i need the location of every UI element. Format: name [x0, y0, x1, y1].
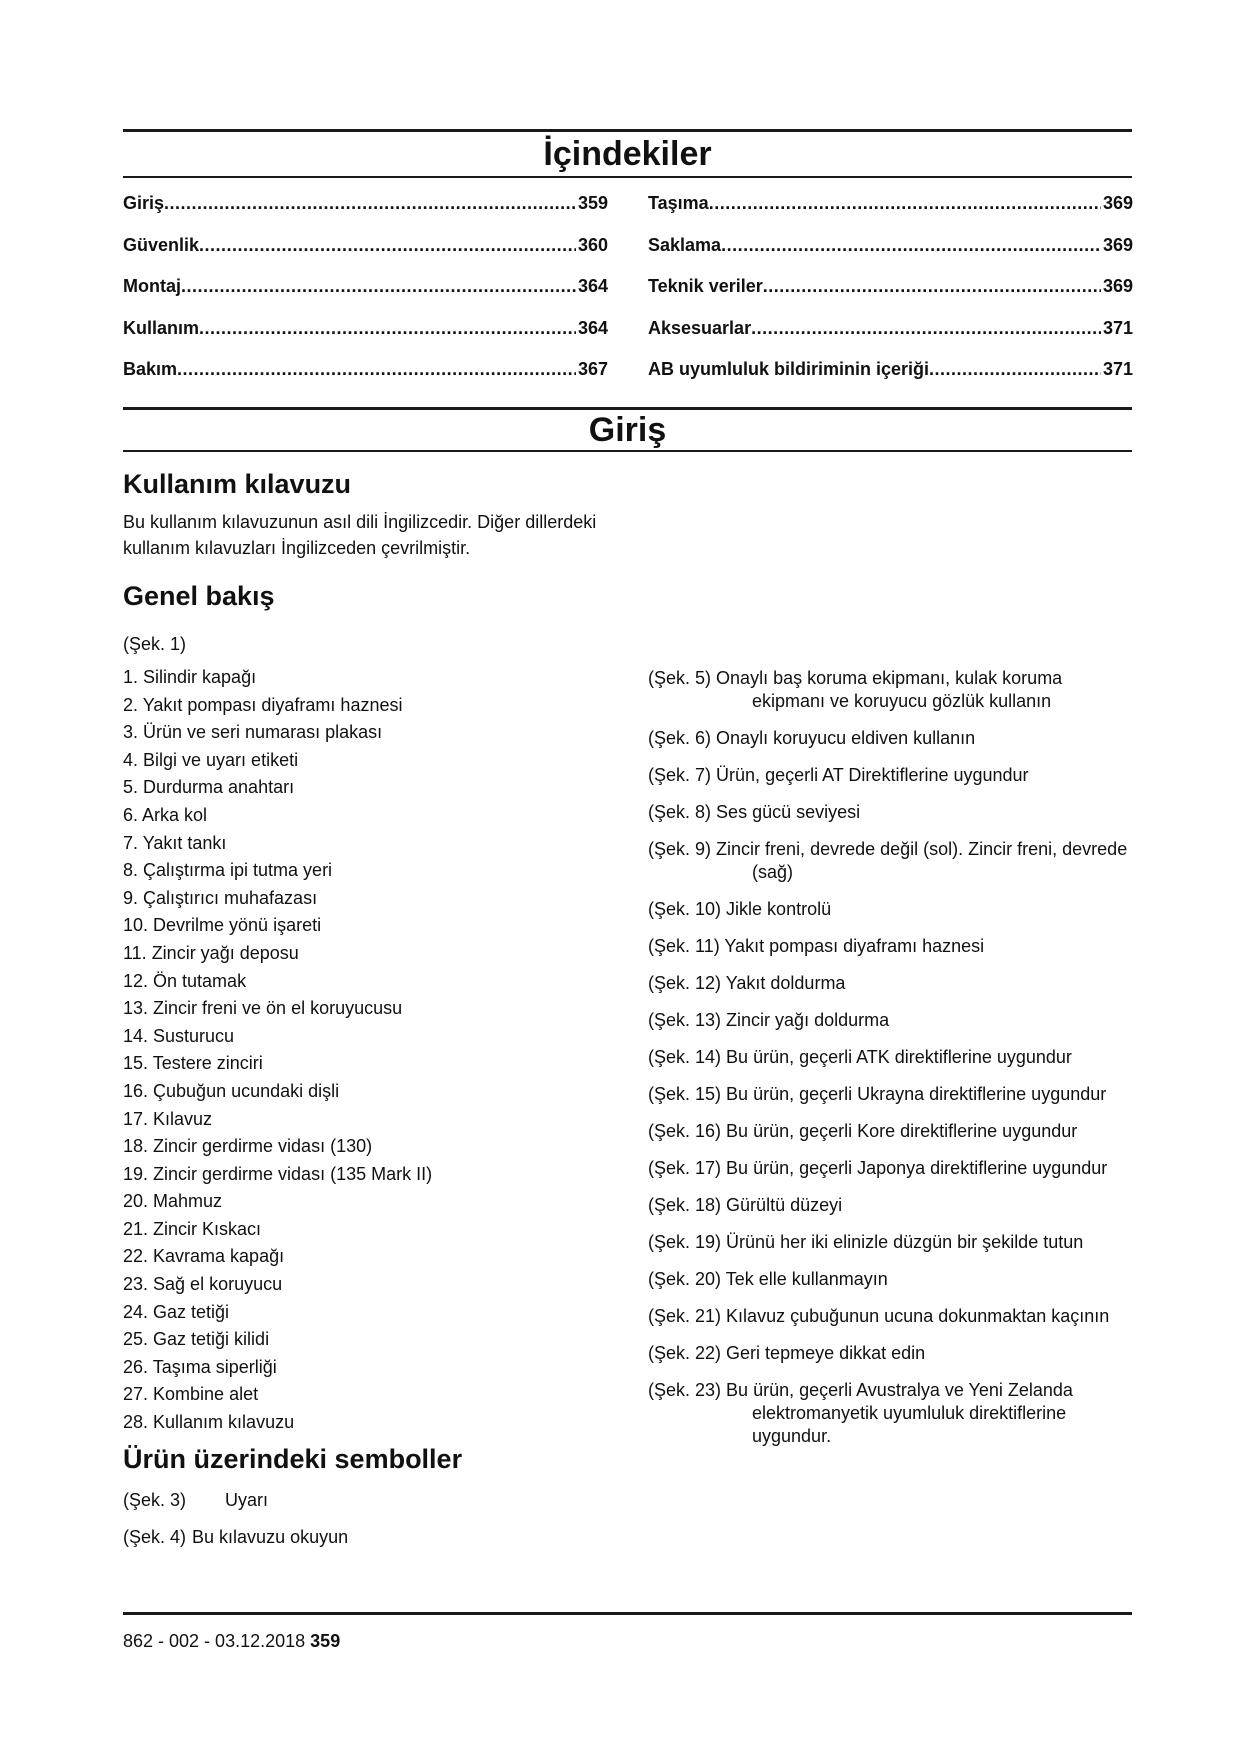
list-item: 7. Yakıt tankı: [123, 832, 227, 853]
symbol-description: Bu ürün, geçerli Ukrayna direktiflerine uygundur: [726, 1084, 1107, 1104]
symbol-description: Onaylı koruyucu eldiven kullanın: [716, 728, 976, 748]
toc-entry-page: 369: [1102, 234, 1133, 255]
toc-entry[interactable]: [123, 275, 608, 317]
list-item: 25. Gaz tetiği kilidi: [123, 1329, 270, 1350]
list-item: 9. Çalıştırıcı muhafazası: [123, 887, 318, 908]
symbol-figure-ref: (Şek. 11): [648, 936, 720, 956]
toc-entry-title: Teknik veriler: [648, 276, 763, 296]
toc-entry-page: 371: [1102, 359, 1133, 379]
list-item: 24. Gaz tetiği: [123, 1301, 230, 1322]
toc-entry-page: 364: [577, 317, 608, 338]
overview-figure-ref: (Şek. 1): [123, 634, 187, 654]
symbol-figure-ref: (Şek. 20): [648, 1269, 722, 1289]
symbol-figure-ref: (Şek. 8): [648, 802, 712, 822]
toc-entry-title: Montaj: [123, 276, 181, 296]
symbol-figure-ref: (Şek. 10): [648, 899, 722, 919]
symbol-figure-ref: (Şek. 6): [648, 728, 712, 748]
symbol-figure-ref: (Şek. 5): [648, 668, 712, 688]
symbol-entry: [648, 1046, 1128, 1069]
list-item: 8. Çalıştırma ipi tutma yeri: [123, 860, 333, 881]
symbol-entry: [123, 1489, 268, 1511]
symbols-right-column: [648, 667, 1128, 1462]
symbol-figure-ref: (Şek. 13): [648, 1010, 722, 1030]
list-item: 18. Zincir gerdirme vidası (130): [123, 1136, 373, 1157]
list-item: 15. Testere zinciri: [123, 1053, 263, 1074]
toc-bottom-rule: [123, 176, 1132, 178]
toc-entry[interactable]: [123, 192, 608, 234]
symbol-entry: [648, 838, 1128, 884]
parts-list: [123, 666, 593, 1439]
list-item: 16. Çubuğun ucundaki dişli: [123, 1080, 340, 1101]
symbol-entry: [648, 667, 1128, 713]
symbol-entry: [648, 1268, 1128, 1291]
toc-entry[interactable]: [648, 358, 1133, 400]
symbol-description: Ses gücü seviyesi: [716, 802, 861, 822]
symbol-description: Bu kılavuzu okuyun: [192, 1527, 349, 1547]
toc-entry[interactable]: [648, 234, 1133, 276]
toc-entry[interactable]: [123, 317, 608, 359]
toc-entry-page: 367: [577, 359, 608, 379]
symbol-entry: [648, 1379, 1128, 1448]
list-item: 5. Durdurma anahtarı: [123, 777, 295, 798]
symbol-entry: [648, 1120, 1128, 1143]
list-item: 17. Kılavuz: [123, 1108, 213, 1129]
symbol-figure-ref: (Şek. 18): [648, 1195, 722, 1215]
list-item: 12. Ön tutamak: [123, 970, 247, 991]
symbol-figure-ref: (Şek. 12): [648, 973, 722, 993]
toc-entry-title: Güvenlik: [123, 234, 200, 255]
symbol-figure-ref: (Şek. 16): [648, 1121, 722, 1141]
symbol-figure-ref: (Şek. 21): [648, 1306, 722, 1326]
symbol-entry: [648, 898, 1128, 921]
page-footer: [123, 1630, 340, 1652]
symbol-description: Zincir yağı doldurma: [726, 1010, 890, 1030]
symbol-entry: [648, 1009, 1128, 1032]
manual-text: Bu kullanım kılavuzunun asıl dili İngilizcedir. Diğer dillerdeki kullanım kılavuzları İngilizceden çevrilmiştir.: [123, 512, 597, 558]
symbol-figure-ref: (Şek. 23): [648, 1380, 722, 1400]
toc-left-column: [123, 192, 608, 400]
toc-title: İçindekiler: [543, 135, 712, 173]
symbol-entry: [123, 1526, 348, 1548]
symbol-description: Tek elle kullanmayın: [725, 1269, 888, 1289]
symbol-figure-ref: (Şek. 14): [648, 1047, 722, 1067]
list-item: 4. Bilgi ve uyarı etiketi: [123, 749, 299, 770]
toc-entry-title: Aksesuarlar: [648, 317, 752, 338]
symbol-figure-ref: (Şek. 17): [648, 1158, 722, 1178]
list-item: 20. Mahmuz: [123, 1191, 223, 1212]
symbol-description: Uyarı: [225, 1490, 269, 1510]
list-item: 10. Devrilme yönü işareti: [123, 915, 322, 936]
toc-right-column: [648, 192, 1133, 400]
toc-entry-page: 360: [577, 234, 608, 255]
page-number: 359: [310, 1631, 341, 1651]
symbol-entry: [648, 727, 1128, 750]
list-item: 14. Susturucu: [123, 1025, 235, 1046]
symbol-entry: [648, 1194, 1128, 1217]
footer-code: 862 - 002 - 03.12.2018: [123, 1631, 306, 1651]
toc-entry-page: 364: [577, 276, 608, 296]
toc-entry-title: Taşıma: [648, 193, 709, 213]
symbol-description: Geri tepmeye dikkat edin: [726, 1343, 926, 1363]
toc-entry-title: AB uyumluluk bildiriminin içeriği: [648, 359, 930, 379]
symbol-description: Ürün, geçerli AT Direktiflerine uygundur: [716, 765, 1029, 785]
overview-heading: Genel bakış: [123, 581, 275, 611]
symbol-figure-ref: (Şek. 22): [648, 1343, 722, 1363]
toc-entry-page: 359: [577, 193, 608, 213]
symbol-entry: [648, 1305, 1128, 1328]
symbol-entry: [648, 1231, 1128, 1254]
toc-entry-page: 369: [1102, 276, 1133, 296]
toc-entry-title: Bakım: [123, 359, 178, 379]
list-item: 28. Kullanım kılavuzu: [123, 1412, 295, 1433]
list-item: 26. Taşıma siperliği: [123, 1356, 277, 1377]
symbol-description: Kılavuz çubuğunun ucuna dokunmaktan kaçının: [726, 1306, 1110, 1326]
toc-entry-title: Giriş: [123, 193, 165, 213]
list-item: 1. Silindir kapağı: [123, 667, 257, 687]
list-item: 11. Zincir yağı deposu: [123, 942, 299, 963]
footer-rule: [123, 1612, 1132, 1615]
toc-entry-title: Kullanım: [123, 317, 200, 338]
symbol-description: Bu ürün, geçerli Kore direktiflerine uygundur: [726, 1121, 1078, 1141]
symbol-description: Bu ürün, geçerli ATK direktiflerine uygundur: [726, 1047, 1072, 1067]
symbol-entry: [648, 972, 1128, 995]
symbol-description: Bu ürün, geçerli Japonya direktiflerine uygundur: [726, 1158, 1108, 1178]
symbol-description: Zincir freni, devrede değil (sol). Zincir freni, devrede (sağ): [716, 839, 1128, 882]
symbol-figure-ref: (Şek. 9): [648, 839, 712, 859]
list-item: 6. Arka kol: [123, 804, 208, 825]
section-bottom-rule: [123, 450, 1132, 452]
list-item: 21. Zincir Kıskacı: [123, 1218, 262, 1239]
symbol-entry: [648, 801, 1128, 824]
symbol-figure-ref: (Şek. 4): [123, 1527, 187, 1547]
toc-top-rule: [123, 129, 1132, 132]
list-item: 2. Yakıt pompası diyaframı haznesi: [123, 694, 403, 715]
symbol-entry: [648, 764, 1128, 787]
symbol-figure-ref: (Şek. 19): [648, 1232, 722, 1252]
toc-entry-page: 369: [1102, 193, 1133, 213]
section-title: Giriş: [588, 411, 667, 449]
symbol-entry: [648, 935, 1128, 958]
toc-entry-title: Saklama: [648, 234, 722, 255]
list-item: 3. Ürün ve seri numarası plakası: [123, 722, 383, 743]
symbol-figure-ref: (Şek. 15): [648, 1084, 722, 1104]
symbol-description: Onaylı baş koruma ekipmanı, kulak koruma ekipmanı ve koruyucu gözlük kullanın: [716, 668, 1063, 711]
symbol-figure-ref: (Şek. 7): [648, 765, 712, 785]
list-item: 23. Sağ el koruyucu: [123, 1274, 283, 1295]
manual-heading: Kullanım kılavuzu: [123, 469, 352, 499]
symbol-entry: [648, 1342, 1128, 1365]
symbol-entry: [648, 1157, 1128, 1180]
symbol-description: Yakıt pompası diyaframı haznesi: [724, 936, 985, 956]
toc-entry-page: 371: [1102, 317, 1133, 338]
toc-entry[interactable]: [648, 275, 1133, 317]
toc-entry[interactable]: [648, 192, 1133, 234]
toc-entry[interactable]: [123, 234, 608, 276]
symbol-description: Jikle kontrolü: [726, 899, 832, 919]
symbol-figure-ref: (Şek. 3): [123, 1490, 187, 1510]
symbol-description: Ürünü her iki elinizle düzgün bir şekilde tutun: [726, 1232, 1084, 1252]
toc-entry[interactable]: [123, 358, 608, 400]
list-item: 27. Kombine alet: [123, 1384, 259, 1405]
list-item: 19. Zincir gerdirme vidası (135 Mark II): [123, 1163, 433, 1184]
symbols-heading: Ürün üzerindeki semboller: [123, 1444, 463, 1474]
symbol-description: Gürültü düzeyi: [726, 1195, 843, 1215]
list-item: 13. Zincir freni ve ön el koruyucusu: [123, 998, 403, 1019]
toc-entry[interactable]: [648, 317, 1133, 359]
symbol-entry: [648, 1083, 1128, 1106]
symbol-description: Bu ürün, geçerli Avustralya ve Yeni Zelanda elektromanyetik uyumluluk direktiflerine uygundur.: [726, 1380, 1073, 1446]
list-item: 22. Kavrama kapağı: [123, 1246, 285, 1267]
symbol-description: Yakıt doldurma: [725, 973, 846, 993]
